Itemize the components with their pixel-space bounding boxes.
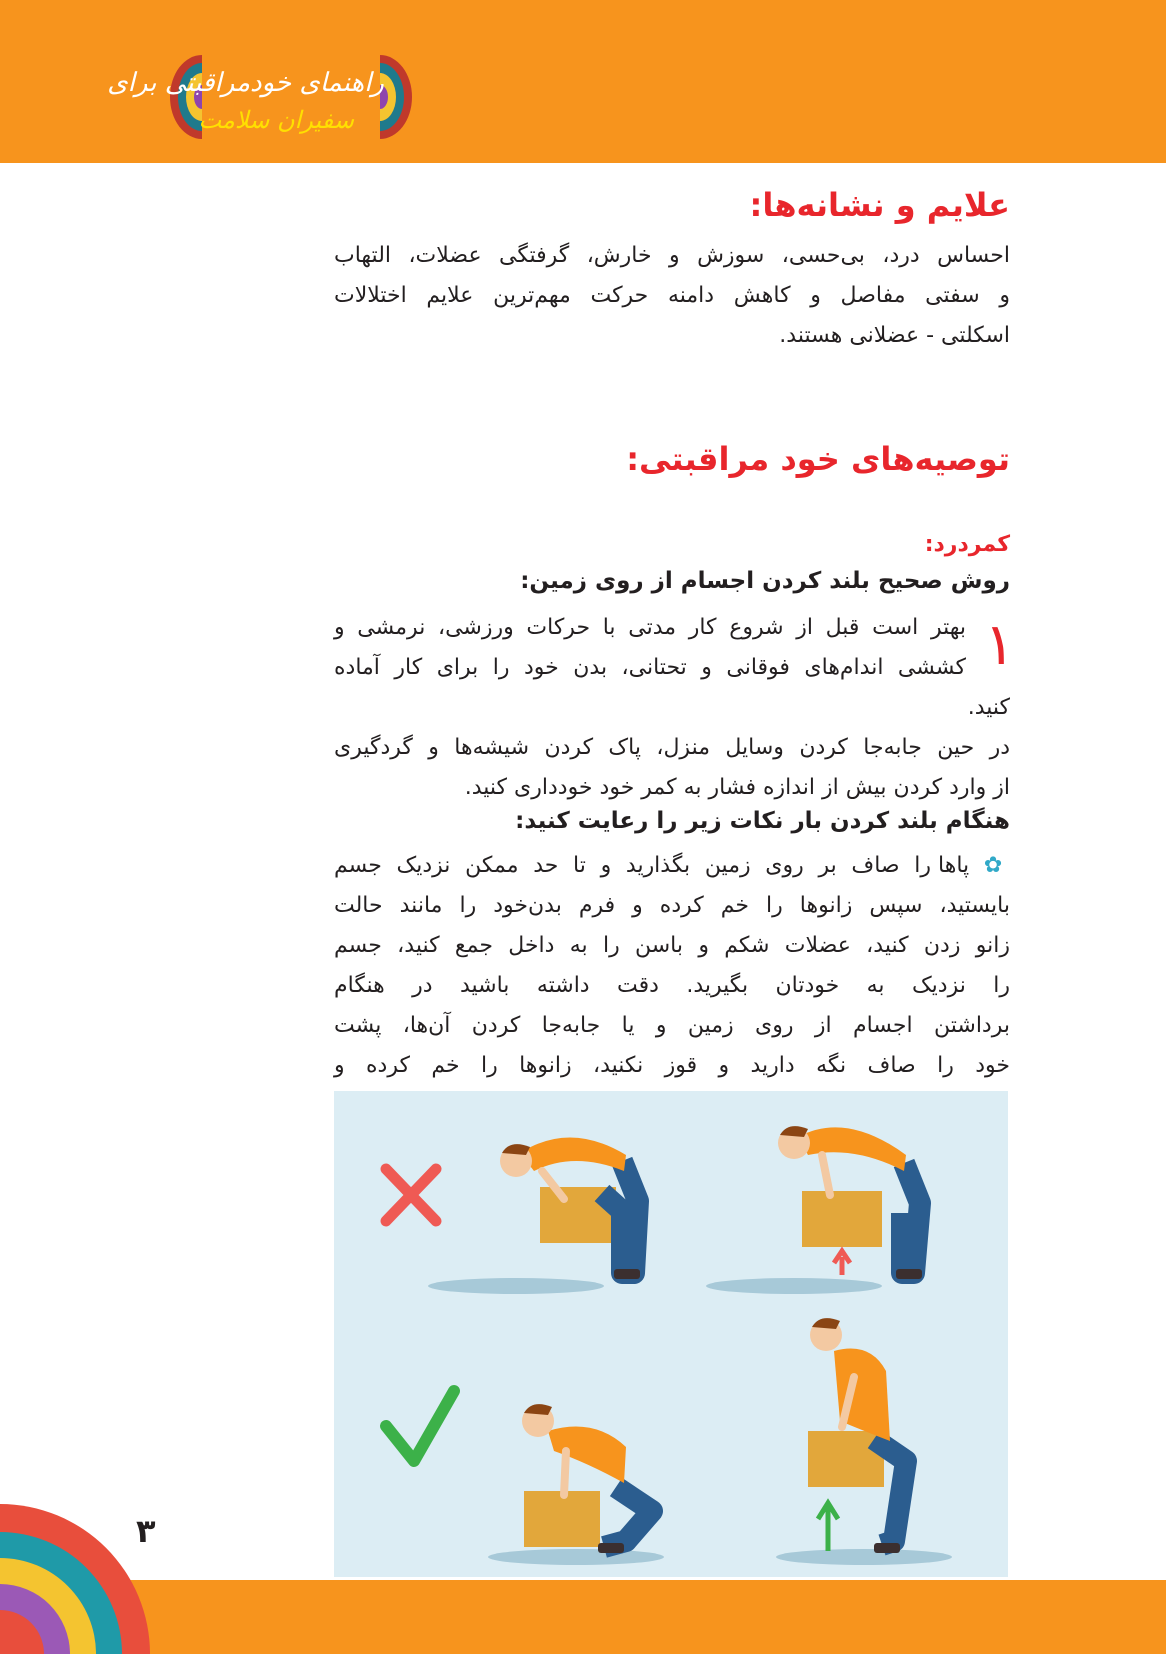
paragraph-line: اسکلتی - عضلانی هستند. (779, 323, 1010, 348)
paragraph-line: برداشتن اجسام از روی زمین و یا جابه‌جا کردن آن‌ها، پشت (334, 1013, 1010, 1038)
paragraph-line: را نزدیک به خودتان بگیرید. دقت داشته باشید در هنگام (334, 973, 1010, 998)
paragraph-line: در حین جابه‌جا کردن وسایل منزل، پاک کردن شیشه‌ها و گردگیری (334, 735, 1010, 760)
paragraph-line: از وارد کردن بیش از اندازه فشار به کمر خود خودداری کنید. (464, 775, 1010, 800)
section-heading-selfcare: توصیه‌های خود مراقبتی: (626, 440, 1010, 478)
paragraph-line (334, 846, 1010, 886)
logo-subtitle: سفیران سلامت (198, 106, 354, 134)
person-squatting-right (522, 1404, 652, 1553)
person-standing-lifting (808, 1318, 906, 1553)
check-mark-icon (386, 1391, 454, 1461)
floor-shadow (428, 1278, 604, 1294)
paragraph-line: کنید. (967, 695, 1010, 720)
lifting-illustration (334, 1091, 1008, 1577)
logo (107, 54, 414, 144)
bold-title-tips: هنگام بلند کردن بار نکات زیر را رعایت کنید: (515, 808, 1010, 834)
item1-paragraph (334, 608, 1010, 728)
page-number: ۳ (136, 1512, 156, 1550)
wrong-cross-icon (386, 1169, 436, 1221)
ornament-icon (380, 54, 414, 140)
lifting-illustration-svg (334, 1091, 1008, 1577)
person-bent-back-wrong (500, 1137, 640, 1279)
up-arrow-icon (818, 1503, 838, 1551)
paragraph-line: بایستید، سپس زانوها را خم کرده و فرم بدن‌خود را مانند حالت (334, 893, 1010, 918)
paragraph-line: و سفتی مفاصل و کاهش دامنه حرکت مهم‌ترین علایم اختلالات (334, 283, 1010, 308)
flower-bullet-icon: ✿ (983, 853, 1011, 878)
paragraph-line: خود را صاف نگه دارید و قوز نکنید، زانوها را خم کرده و (334, 1053, 1010, 1078)
paragraph-line: احساس درد، بی‌حسی، سوزش و خارش، گرفتگی عضلات، التهاب (334, 243, 1010, 268)
subheading-back-pain: کمردرد: (924, 532, 1010, 557)
paragraph-line: زانو زدن کنید، عضلات شکم و باسن را به داخل جمع کنید، جسم (334, 933, 1010, 958)
paragraph-line: بهتر است قبل از شروع کار مدتی با حرکات ورزشی، نرمشی و (334, 615, 966, 640)
floor-shadow (706, 1278, 882, 1294)
floor-shadow (488, 1549, 664, 1565)
paragraph-line-text: پاها را صاف بر روی زمین بگذارید و تا حد ممکن نزدیک جسم (334, 853, 970, 878)
bold-title-lifting: روش صحیح بلند کردن اجسام از روی زمین: (520, 568, 1010, 594)
footer-band (0, 1580, 1166, 1654)
symptoms-paragraph (334, 236, 1010, 356)
paragraph-line: کششی اندام‌های فوقانی و تحتانی، بدن خود را برای کار آماده (334, 655, 966, 680)
item-number: ۱ (984, 610, 1016, 678)
para3 (334, 846, 1010, 1086)
para2 (334, 728, 1010, 808)
up-arrow-icon (834, 1251, 850, 1275)
person-bent-back-lifting (778, 1126, 922, 1279)
section-heading-symptoms: علایم و نشانه‌ها: (749, 186, 1010, 224)
floor-shadow (776, 1549, 952, 1565)
mandala-ornament-icon (0, 1494, 150, 1654)
logo-title: راهنمای خودمراقبتی برای (107, 68, 384, 98)
